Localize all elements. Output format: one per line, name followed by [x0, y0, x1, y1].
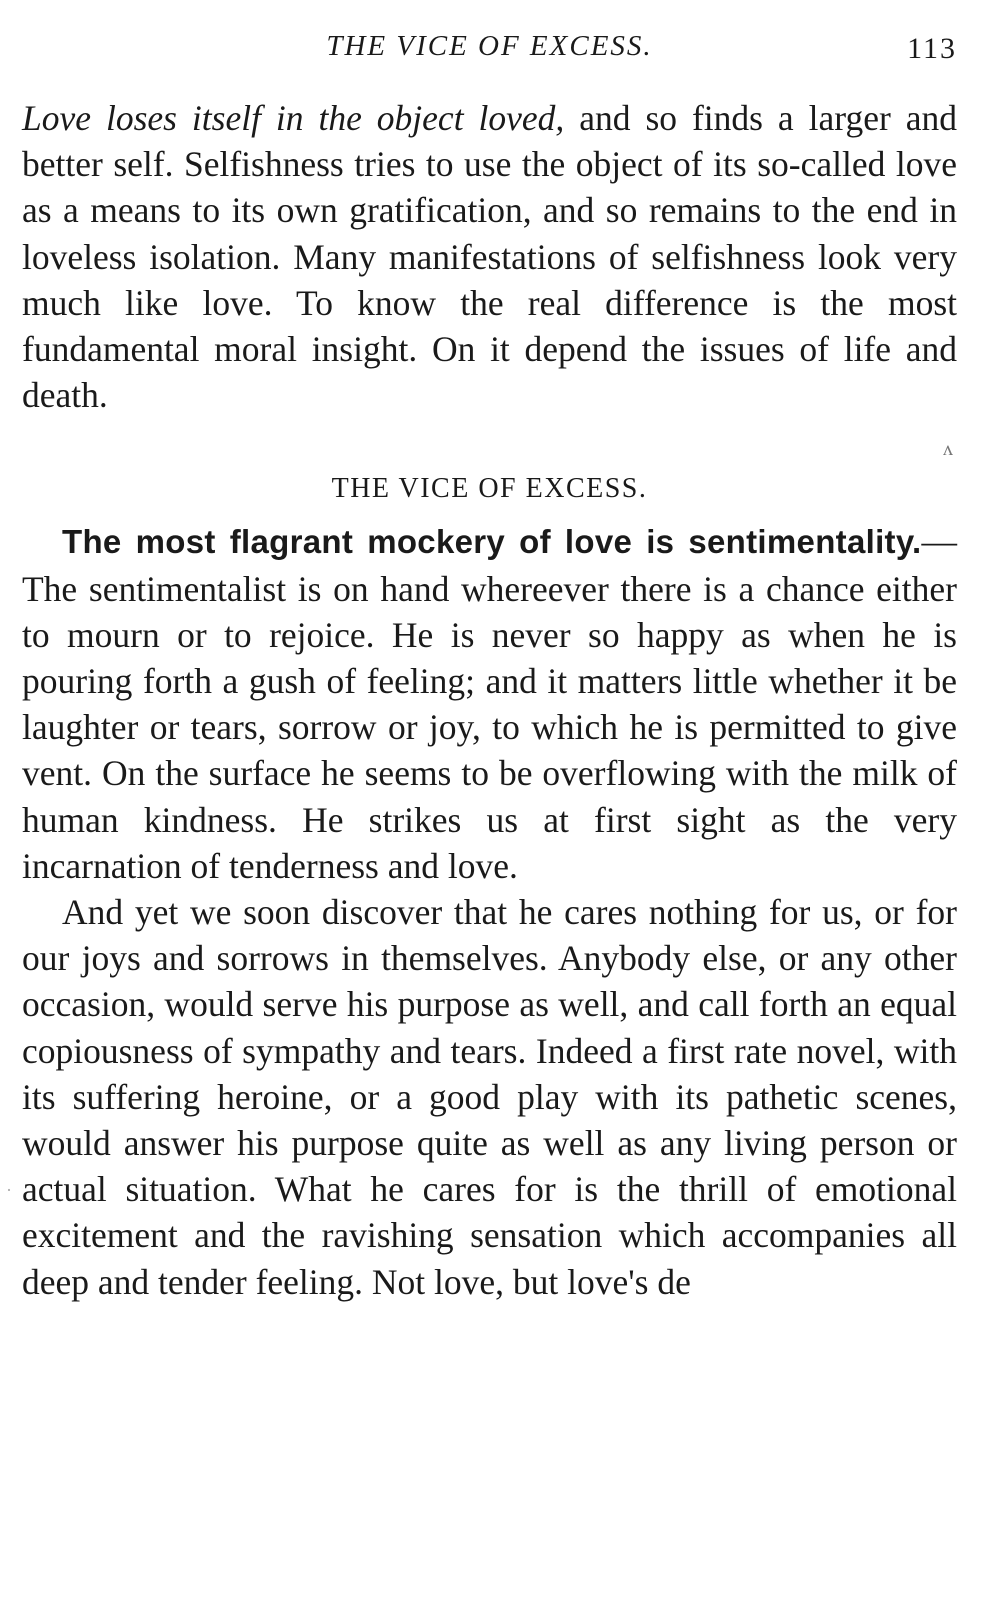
- paragraph-text: and so finds a larger and better self. Selfishness tries to use the object of its so-called love as a means to its own gratification, and so remains to the end in loveless isolation. Many manifestations of selfishness look very much like love. To know the real difference is the most fundamental moral insight. On it depend the issues of life and death.: [22, 98, 957, 416]
- paragraph-italic-opening: Love loses itself in the object loved,: [22, 98, 565, 138]
- page-number: 113: [907, 32, 957, 65]
- stray-dot: ·: [6, 1180, 12, 1200]
- paragraph-and-yet: And yet we soon discover that he cares nothing for us, or for our joys and sorrows in themselves. Anybody else, or any other occasion, would serve his purpose as well, and call forth an equal copiousness of sympathy and tears. Indeed a first rate novel, with its suffering heroine, or a good play with its pathetic scenes, would answer his purpose quite as well as any living person or actual situation. What he cares for is the thrill of emotional excitement and the ravishing sensation which accompanies all deep and tender feeling. Not love, but love's de: [22, 892, 957, 1302]
- section-heading: THE VICE OF EXCESS.: [331, 473, 648, 505]
- margin-mark: ʌ: [943, 438, 953, 460]
- paragraph-text: —The sentimentalist is on hand whereever there is a chance either to mourn or to rejoice. He is never so happy as when he is pouring forth a gush of feeling; and it matters little whether it be laughter or tears, sorrow or joy, to which he is permitted to give vent. On the surface he seems to be overflowing with the milk of human kindness. He strikes us at first sight as the very incarnation of tenderness and love.: [22, 521, 957, 886]
- running-title: THE VICE OF EXCESS.: [326, 30, 653, 62]
- body-text: [22, 95, 957, 1305]
- paragraph-bold-lead: The most flagrant mockery of love is sentimentality.: [62, 523, 922, 561]
- paragraph-sentimentality: [22, 518, 957, 889]
- running-head: [22, 30, 957, 70]
- paragraph-love-and-selfishness: [22, 95, 957, 418]
